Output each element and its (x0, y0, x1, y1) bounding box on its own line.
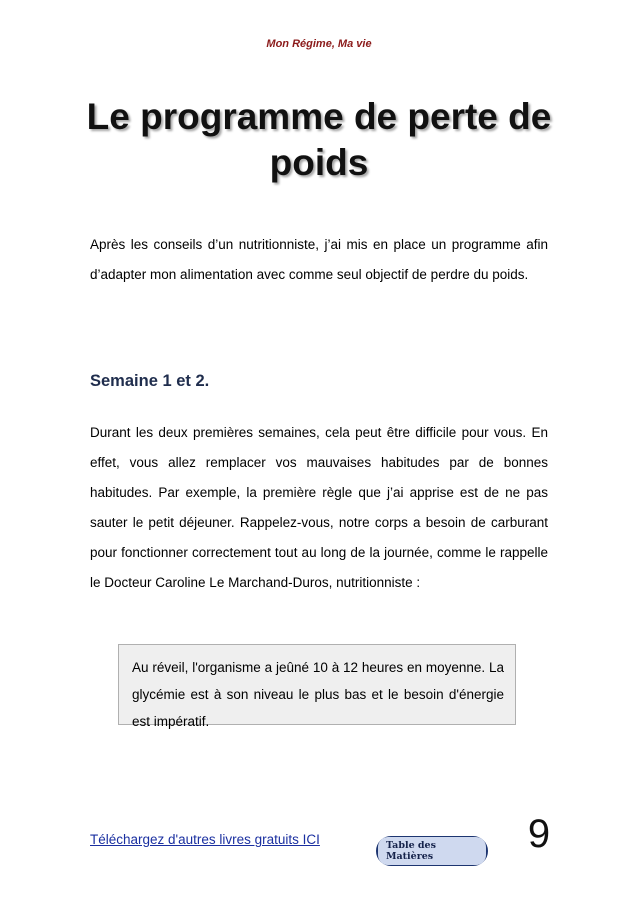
table-of-contents-button[interactable] (376, 836, 488, 866)
page-number: 9 (527, 812, 551, 856)
section-paragraph: Durant les deux premières semaines, cela peut être difficile pour vous. En effet, vous allez remplacer vos mauvaises habitudes par de bonnes habitudes. Par exemple, la première règle que j’ai apprise est de ne pas sauter le petit déjeuner. Rappelez-vous, notre corps a besoin de carburant pour fonctionner correctement tout au long de la journée, comme le rappelle le Docteur Caroline Le Marchand-Duros, nutritionniste : (90, 425, 548, 590)
table-of-contents-label: Table des Matières (378, 837, 486, 865)
page-title: Le programme de perte de poids (86, 96, 552, 183)
running-header: Mon Régime, Ma vie (266, 38, 372, 50)
section-heading: Semaine 1 et 2. (90, 372, 210, 390)
intro-paragraph: Après les conseils d’un nutritionniste, j’ai mis en place un programme afin d’adapter mon alimentation avec comme seul objectif de perdre du poids. (90, 237, 548, 282)
quote-text: Au réveil, l'organisme a jeûné 10 à 12 heures en moyenne. La glycémie est à son niveau le plus bas et le besoin d'énergie est impératif. (132, 660, 504, 729)
download-books-link[interactable]: Téléchargez d'autres livres gratuits ICI (90, 832, 320, 847)
